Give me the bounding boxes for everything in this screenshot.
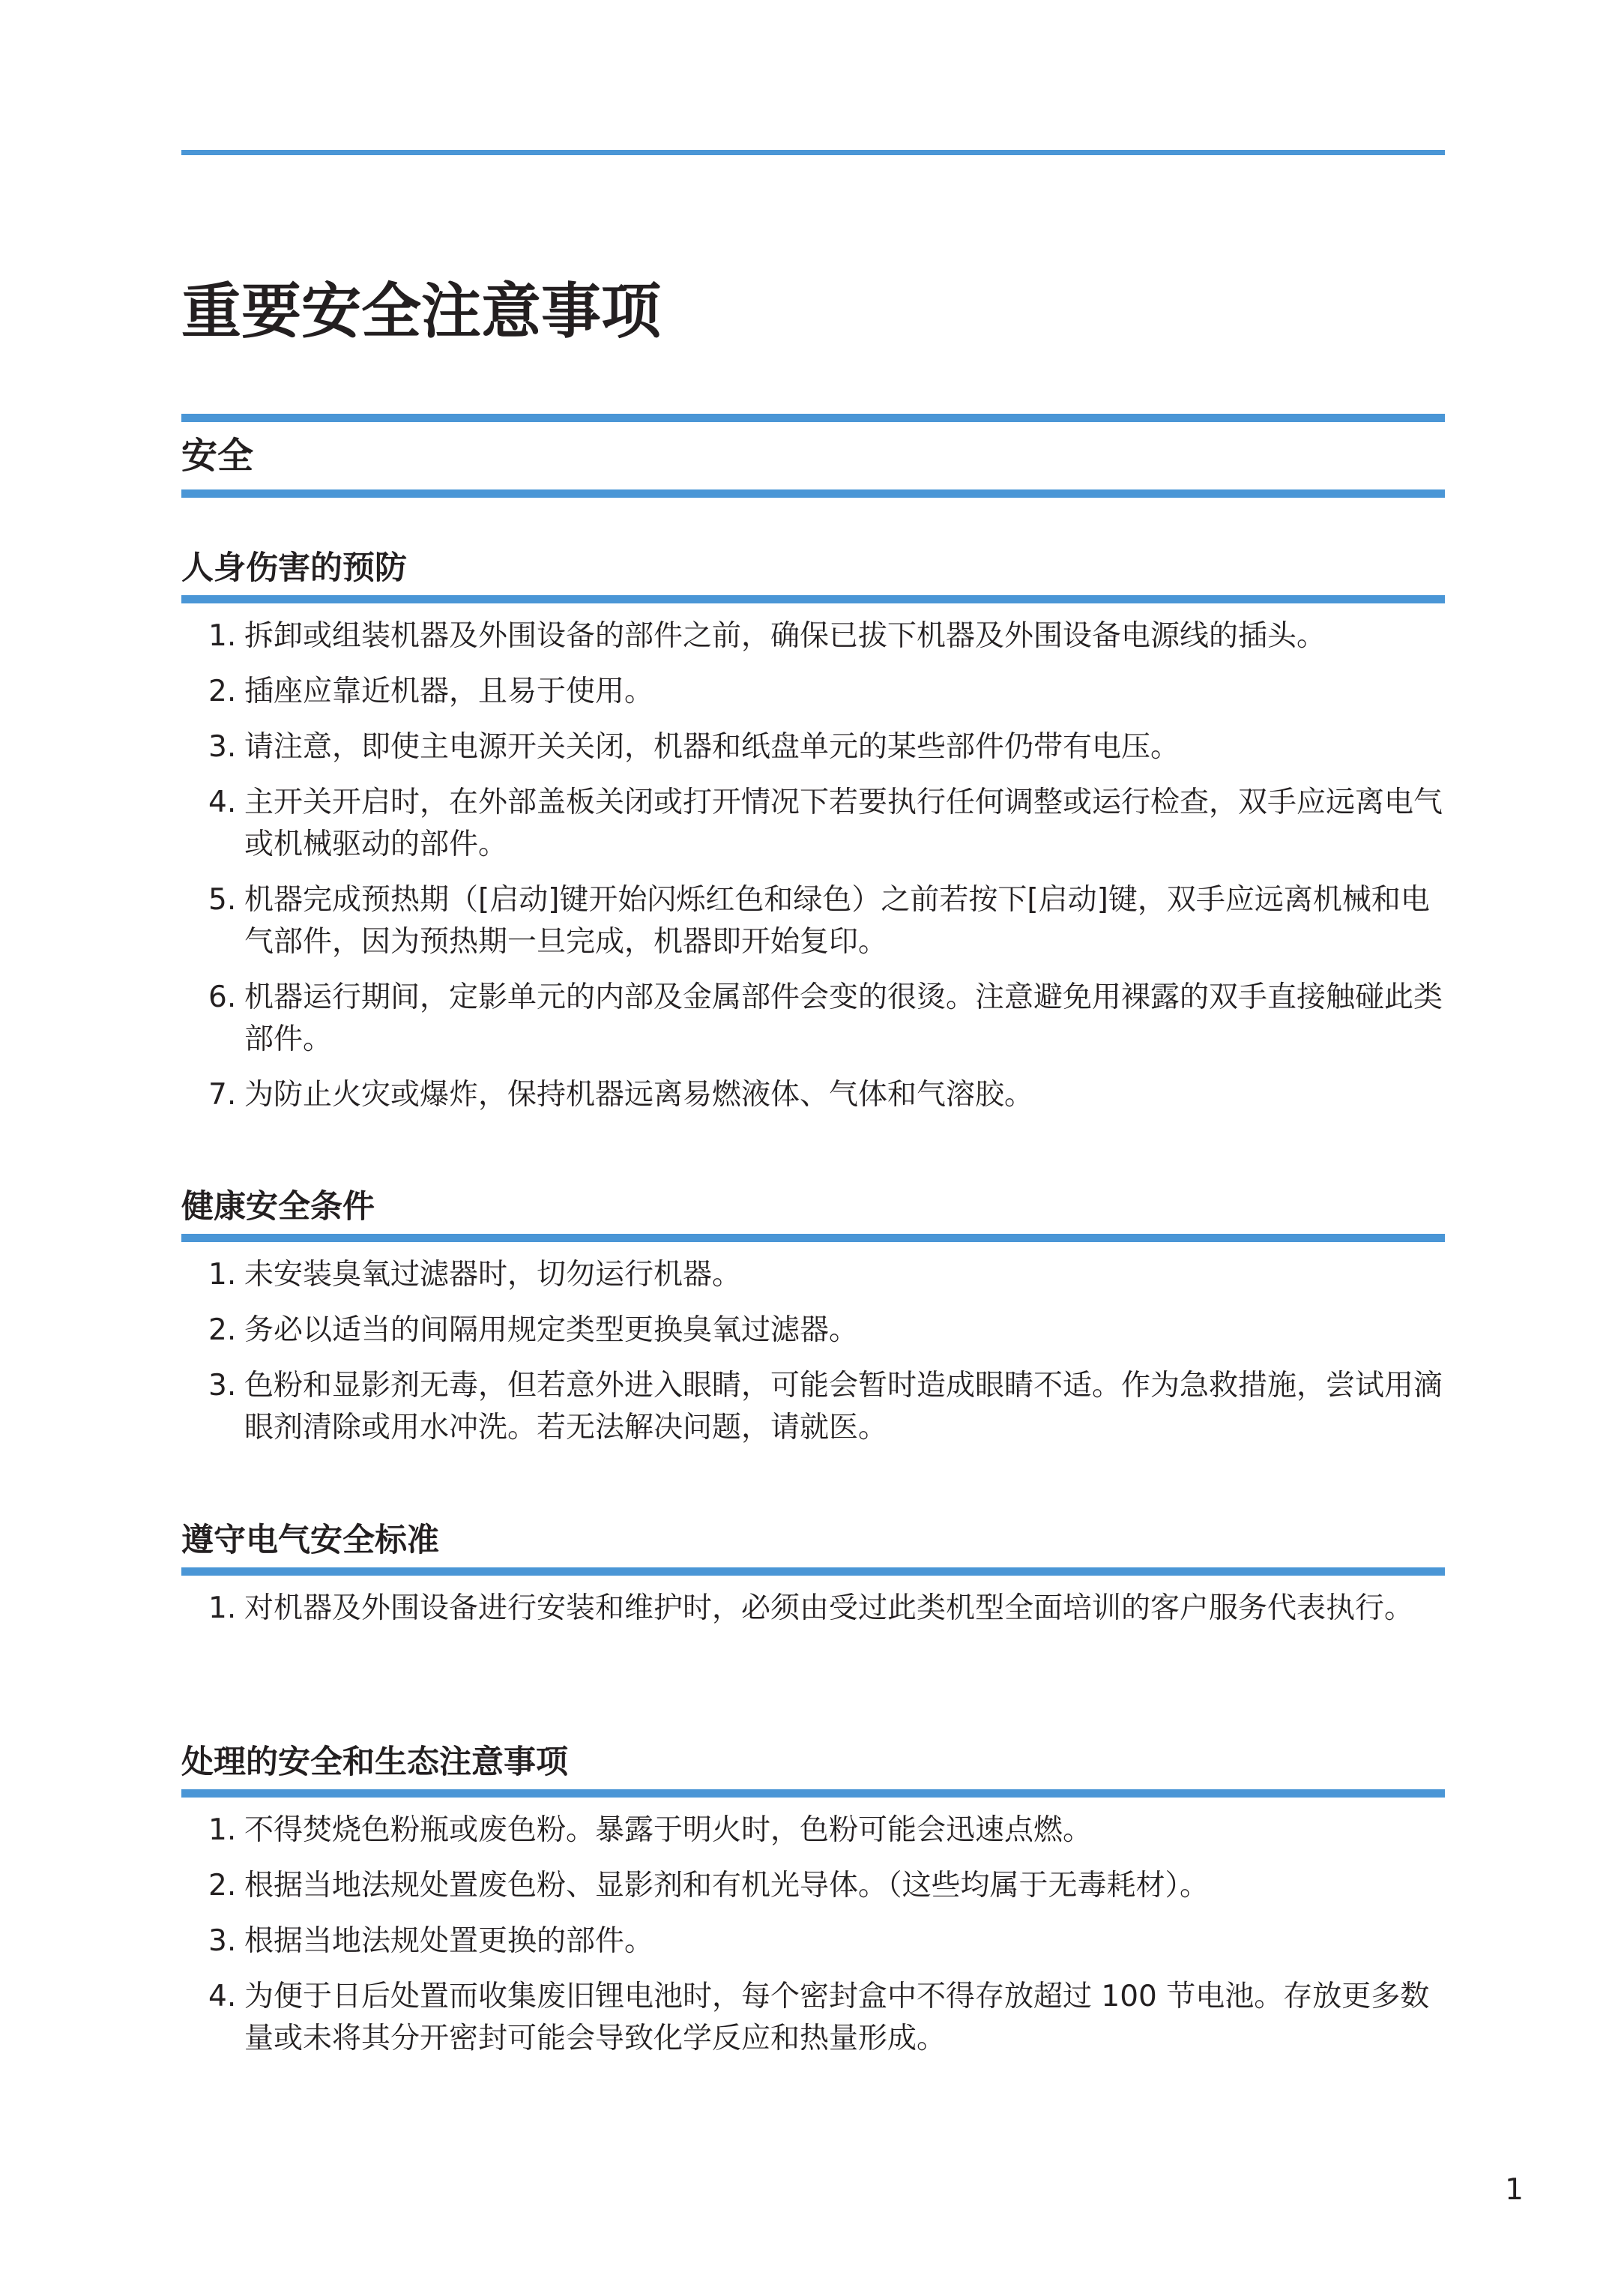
top-rule (181, 150, 1445, 155)
list-item (181, 977, 1445, 1061)
list-item (181, 1074, 1445, 1116)
list-item (181, 726, 1445, 768)
list-item (181, 1254, 1445, 1296)
numbered-list (181, 1588, 1445, 1630)
main-section-heading-text: 安全 (181, 435, 254, 477)
section-heading: 人身伤害的预防 (181, 546, 1445, 603)
list-item (181, 1310, 1445, 1352)
item-text: 色粉和显影剂无毒，但若意外进入眼睛，可能会暂时造成眼睛不适。作为急救措施，尝试用滴眼剂清除或用水冲洗。若无法解决问题，请就医。 (244, 1369, 1443, 1444)
item-number: 1. (208, 1591, 237, 1625)
item-text: 机器运行期间，定影单元的内部及金属部件会变的很烫。注意避免用裸露的双手直接触碰此类部件。 (244, 980, 1443, 1056)
list-item (181, 1588, 1445, 1630)
item-number: 3. (208, 1369, 237, 1402)
section-health-safety (181, 1184, 1445, 1462)
section-heading: 健康安全条件 (181, 1184, 1445, 1242)
item-number: 1. (208, 619, 237, 653)
numbered-list (181, 1254, 1445, 1449)
item-text: 务必以适当的间隔用规定类型更换臭氧过滤器。 (244, 1313, 859, 1347)
numbered-list (181, 615, 1445, 1116)
item-number: 3. (208, 730, 237, 764)
section-heading: 遵守电气安全标准 (181, 1518, 1445, 1576)
item-text: 插座应靠近机器，且易于使用。 (244, 675, 654, 708)
main-section-heading (181, 414, 1445, 498)
section-disposal-precautions (181, 1740, 1445, 2073)
numbered-list (181, 1810, 1445, 2060)
item-number: 7. (208, 1078, 237, 1112)
item-text: 未安装臭氧过滤器时，切勿运行机器。 (244, 1258, 742, 1292)
list-item (181, 879, 1445, 963)
list-item (181, 1920, 1445, 1962)
section-electrical-standards (181, 1518, 1445, 1643)
item-number: 1. (208, 1258, 237, 1292)
page-number: 1 (1505, 2173, 1524, 2207)
item-number: 4. (208, 786, 237, 819)
item-number: 4. (208, 1980, 237, 2013)
item-text: 根据当地法规处置更换的部件。 (244, 1924, 654, 1958)
item-number: 5. (208, 883, 237, 917)
item-text: 为便于日后处置而收集废旧锂电池时，每个密封盒中不得存放超过 100 节电池。存放更多数量或未将其分开密封可能会导致化学反应和热量形成。 (244, 1980, 1430, 2055)
item-text: 请注意，即使主电源开关关闭，机器和纸盘单元的某些部件仍带有电压。 (244, 730, 1180, 764)
item-number: 3. (208, 1924, 237, 1958)
item-text: 根据当地法规处置废色粉、显影剂和有机光导体。（这些均属于无毒耗材）。 (244, 1869, 1210, 1902)
list-item (181, 1365, 1445, 1449)
list-item (181, 671, 1445, 713)
section-injury-prevention (181, 546, 1445, 1130)
section-heading: 处理的安全和生态注意事项 (181, 1740, 1445, 1798)
list-item (181, 1865, 1445, 1907)
item-number: 2. (208, 1313, 237, 1347)
item-text: 为防止火灾或爆炸，保持机器远离易燃液体、气体和气溶胶。 (244, 1078, 1034, 1112)
item-number: 1. (208, 1813, 237, 1847)
page-title: 重要安全注意事项 (181, 277, 661, 346)
list-item (181, 1976, 1445, 2060)
item-text: 对机器及外围设备进行安装和维护时，必须由受过此类机型全面培训的客户服务代表执行。 (244, 1591, 1414, 1625)
item-text: 不得焚烧色粉瓶或废色粉。暴露于明火时，色粉可能会迅速点燃。 (244, 1813, 1093, 1847)
list-item (181, 782, 1445, 866)
item-text: 机器完成预热期（[启动]键开始闪烁红色和绿色）之前若按下[启动]键，双手应远离机械和电气部件，因为预热期一旦完成，机器即开始复印。 (244, 883, 1430, 959)
list-item (181, 1810, 1445, 1851)
item-text: 主开关开启时，在外部盖板关闭或打开情况下若要执行任何调整或运行检查，双手应远离电气或机械驱动的部件。 (244, 786, 1443, 861)
item-number: 6. (208, 980, 237, 1014)
list-item (181, 615, 1445, 657)
item-text: 拆卸或组装机器及外围设备的部件之前，确保已拔下机器及外围设备电源线的插头。 (244, 619, 1326, 653)
item-number: 2. (208, 675, 237, 708)
item-number: 2. (208, 1869, 237, 1902)
